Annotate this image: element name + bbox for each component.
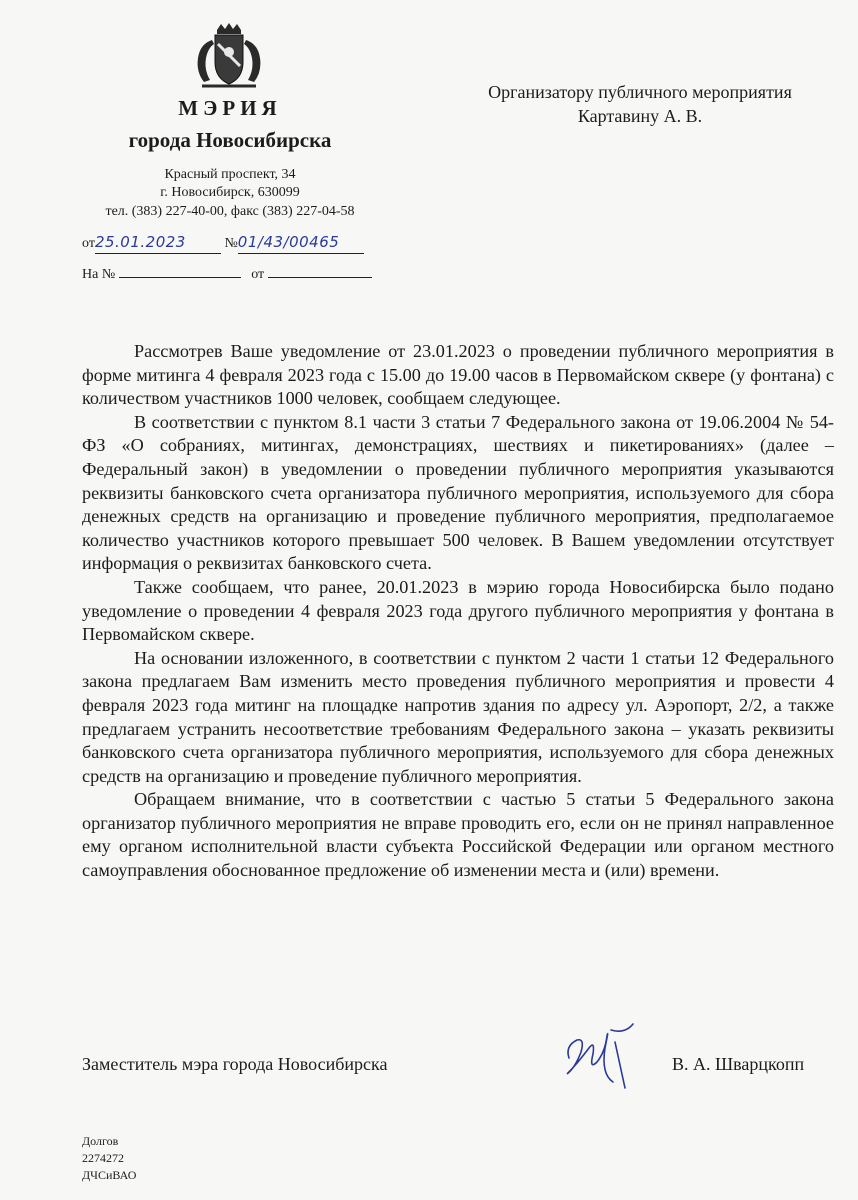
reply-number-blank bbox=[119, 277, 241, 278]
handwritten-signature-icon bbox=[555, 1018, 645, 1098]
reply-ref bbox=[82, 266, 372, 284]
reply-ot-label: от bbox=[251, 267, 265, 282]
executor-dept: ДЧСиВАО bbox=[82, 1168, 137, 1182]
body-paragraph: Рассмотрев Ваше уведомление от 23.01.2023 о проведении публичного мероприятия в форме митинга 4 февраля 2023 года с 15.00 до 19.00 часов в Первомайском сквере (у фонтана) с количеством участников 1000 человек, сообщаем следующее. bbox=[82, 341, 834, 409]
outgoing-ref bbox=[82, 233, 364, 254]
body-paragraph: Также сообщаем, что ранее, 20.01.2023 в мэрию города Новосибирска было подано уведомление о проведении 4 февраля 2023 года другого публичного мероприятия у фонтана в Первомайском сквере. bbox=[82, 576, 834, 645]
addressee-name: Картавину А. В. bbox=[577, 106, 703, 126]
ref-number: 01/43/00465 bbox=[237, 233, 340, 251]
address-phone-fax: тел. (383) 227-40-00, факс (383) 227-04-58 bbox=[105, 204, 355, 219]
signatory-name: В. А. Шварцкопп bbox=[672, 1054, 805, 1074]
addressee-block bbox=[440, 80, 840, 128]
reply-na-label: На № bbox=[82, 267, 116, 282]
ref-date: 25.01.2023 bbox=[94, 233, 186, 251]
reply-date-blank bbox=[268, 277, 372, 278]
executor-phone: 2274272 bbox=[82, 1151, 124, 1165]
ref-no-label: № bbox=[224, 236, 238, 251]
ref-from-label: от bbox=[82, 236, 95, 251]
addressee-role: Организатору публичного мероприятия bbox=[488, 82, 792, 102]
org-subtitle: города Новосибирска bbox=[128, 128, 332, 152]
novosibirsk-coat-of-arms-icon bbox=[190, 22, 268, 92]
org-title: МЭРИЯ bbox=[178, 96, 282, 120]
executor-name: Долгов bbox=[82, 1134, 119, 1148]
body-paragraph: В соответствии с пунктом 8.1 части 3 статьи 7 Федерального закона от 19.06.2004 № 54-ФЗ «О собраниях, митингах, демонстрациях, шествиях и пикетированиях» (далее – Федеральный закон) в уведомлении о проведении публичного мероприятия указываются реквизиты банковского счета организатора публичного мероприятия, используемого для сбора денежных средств на организацию и проведение публичного мероприятия, предполагаемое количество участников которого превышает 500 человек. В Вашем уведомлении отсутствует информация о реквизитах банковского счета. bbox=[82, 411, 834, 574]
address-line: Красный проспект, 34 bbox=[164, 167, 296, 182]
body-paragraph: На основании изложенного, в соответствии с пунктом 2 части 1 статьи 12 Федерального закона предлагаем Вам изменить место проведения публичного мероприятия и провести 4 февраля 2023 года митинг на площадке напротив здания по адресу ул. Аэропорт, 2/2, а также предлагаем устранить несоответствие требованиям Федерального закона – указать реквизиты банковского счета организатора публичного мероприятия, используемого для сбора денежных средств на организацию и проведение публичного мероприятия. bbox=[82, 647, 834, 786]
address-city: г. Новосибирск, 630099 bbox=[160, 185, 300, 200]
signatory-title: Заместитель мэра города Новосибирска bbox=[82, 1054, 388, 1074]
letter-body bbox=[82, 340, 834, 883]
body-paragraph: Обращаем внимание, что в соответствии с частью 5 статьи 5 Федерального закона организатор публичного мероприятия не вправе проводить его, если он не принял направленное ему органом исполнительной власти субъекта Российской Федерации или органом местного самоуправления обоснованное предложение об изменении места и (или) времени. bbox=[82, 789, 834, 881]
